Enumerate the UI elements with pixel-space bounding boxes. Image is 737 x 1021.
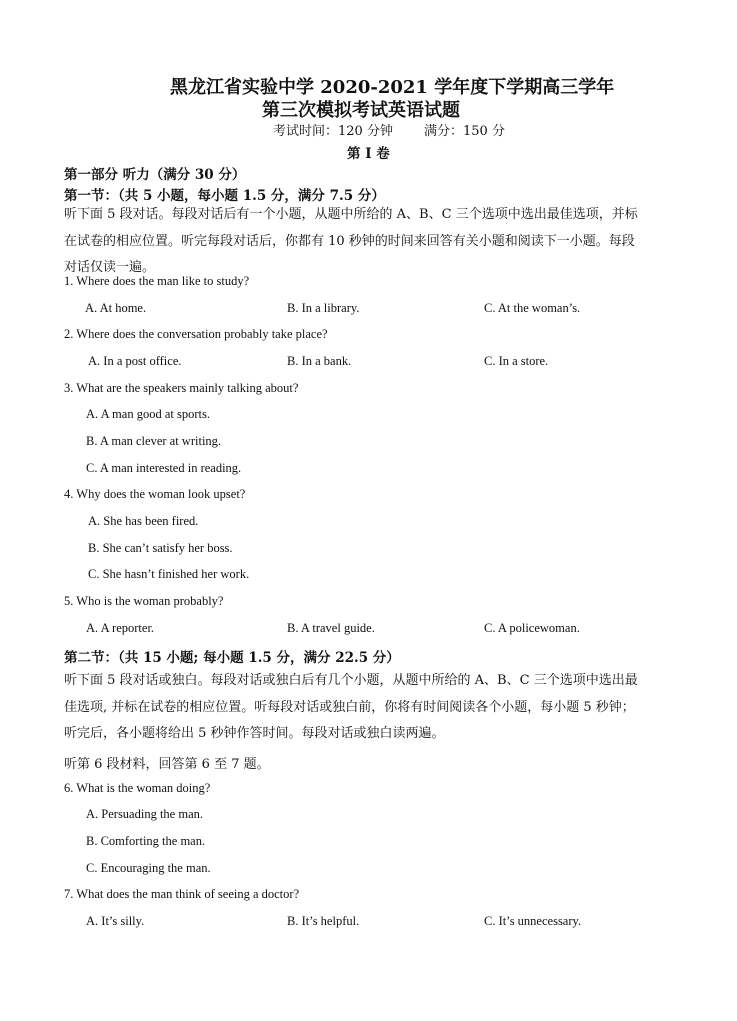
part1-heading: 第一部分 听力（满分 30 分）	[64, 167, 246, 183]
q1-option-b: B. In a library.	[287, 301, 360, 315]
instruction-line: 听下面 5 段对话或独白。每段对话或独白后有几个小题，从题中所给的 A、B、C 三个选项中选出最	[64, 673, 638, 688]
exam-title-line1: 黑龙江省实验中学 2020-2021 学年度下学期高三学年	[170, 77, 615, 98]
q2-option-b: B. In a bank.	[287, 354, 352, 368]
q1-option-a: A. At home.	[85, 301, 147, 315]
instruction-line: 佳选项, 并标在试卷的相应位置。听每段对话或独白前，你将有时间阅读各个小题，每小题 5 秒钟；	[64, 699, 635, 715]
question-4: 4. Why does the woman look upset?	[64, 487, 246, 501]
q6-option-c: C. Encouraging the man.	[86, 861, 211, 875]
section1-heading: 第一节：（共 5 小题，每小题 1.5 分，满分 7.5 分）	[64, 188, 385, 204]
q3-option-c: C. A man interested in reading.	[86, 461, 242, 475]
instruction-line: 听完后，各小题将给出 5 秒钟作答时间。每段对话或独白读两遍。	[64, 726, 445, 741]
question-7: 7. What does the man think of seeing a doctor?	[64, 887, 300, 901]
q7-option-b: B. It’s helpful.	[287, 914, 360, 928]
q3-option-a: A. A man good at sports.	[86, 407, 210, 421]
q5-option-c: C. A policewoman.	[484, 621, 580, 635]
q4-option-a: A. She has been fired.	[88, 514, 199, 528]
section2-instructions	[64, 668, 676, 748]
q5-option-b: B. A travel guide.	[287, 621, 375, 635]
exam-title-line2: 第三次模拟考试英语试题	[262, 100, 460, 121]
section2-heading: 第二节：（共 15 小题; 每小题 1.5 分，满分 22.5 分）	[64, 650, 400, 666]
exam-full-score: 满分：150 分	[424, 124, 505, 139]
instruction-line: 听下面 5 段对话。每段对话后有一个小题，从题中所给的 A、B、C 三个选项中选出最佳选项，并标	[64, 207, 638, 222]
instruction-line: 对话仅读一遍。	[64, 260, 156, 275]
question-2: 2. Where does the conversation probably take place?	[64, 327, 328, 341]
exam-time: 考试时间：120 分钟	[273, 124, 393, 139]
question-5: 5. Who is the woman probably?	[64, 594, 224, 608]
q4-option-c: C. She hasn’t finished her work.	[88, 567, 250, 581]
q6-option-b: B. Comforting the man.	[86, 834, 206, 848]
material-note: 听第 6 段材料，回答第 6 至 7 题。	[64, 757, 270, 772]
section1-instructions	[64, 202, 676, 282]
q4-option-b: B. She can’t satisfy her boss.	[88, 541, 233, 555]
volume-label: 第 I 卷	[347, 146, 390, 162]
q7-option-a: A. It’s silly.	[86, 914, 145, 928]
q2-option-c: C. In a store.	[484, 354, 549, 368]
q5-option-a: A. A reporter.	[86, 621, 155, 635]
q3-option-b: B. A man clever at writing.	[86, 434, 222, 448]
q7-option-c: C. It’s unnecessary.	[484, 914, 582, 928]
q6-option-a: A. Persuading the man.	[86, 807, 203, 821]
question-6: 6. What is the woman doing?	[64, 781, 211, 795]
question-1: 1. Where does the man like to study?	[64, 274, 250, 288]
instruction-line: 在试卷的相应位置。听完每段对话后，你都有 10 秒钟的时间来回答有关小题和阅读下一小题。每段	[64, 233, 635, 249]
q2-option-a: A. In a post office.	[88, 354, 182, 368]
question-3: 3. What are the speakers mainly talking about?	[64, 381, 299, 395]
q1-option-c: C. At the woman’s.	[484, 301, 581, 315]
